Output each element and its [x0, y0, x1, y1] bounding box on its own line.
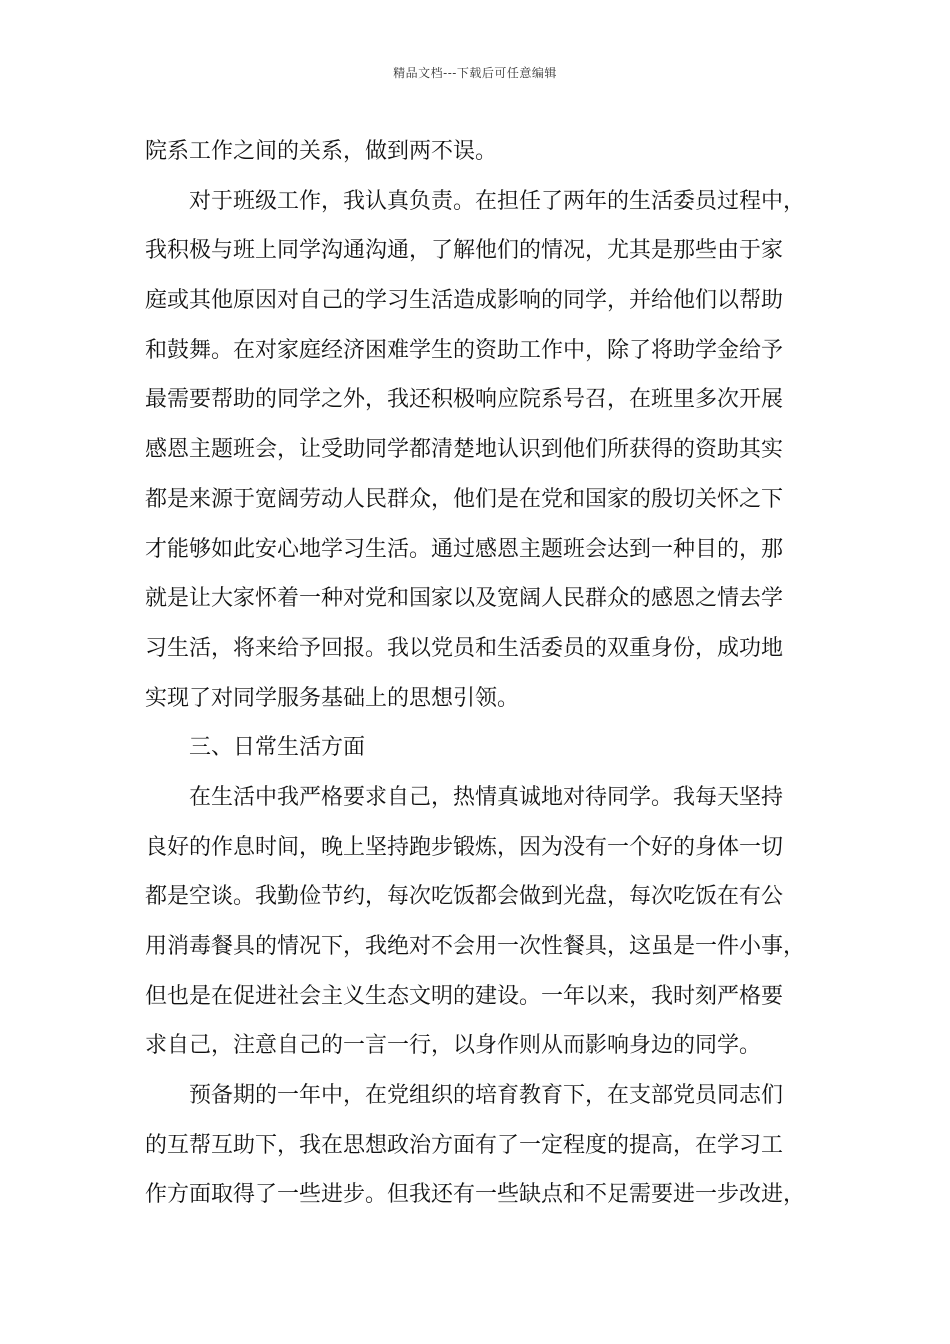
- text-line: 都是空谈。我勤俭节约，每次吃饭都会做到光盘，每次吃饭在有公: [145, 884, 784, 910]
- text-line: 对于班级工作，我认真负责。在担任了两年的生活委员过程中，: [189, 188, 806, 214]
- text-line: 庭或其他原因对自己的学习生活造成影响的同学，并给他们以帮助: [145, 288, 784, 314]
- text-line: 习生活，将来给予回报。我以党员和生活委员的双重身份，成功地: [145, 635, 784, 661]
- document-body: [145, 127, 825, 1220]
- text-line: 就是让大家怀着一种对党和国家以及宽阔人民群众的感恩之情去学: [145, 586, 784, 612]
- text-line: 三、日常生活方面: [189, 735, 366, 761]
- text-line: 在生活中我严格要求自己，热情真诚地对待同学。我每天坚持: [189, 784, 784, 810]
- text-line: 我积极与班上同学沟通沟通，了解他们的情况，尤其是那些由于家: [145, 238, 784, 264]
- text-line: 感恩主题班会，让受助同学都清楚地认识到他们所获得的资助其实: [145, 437, 784, 463]
- text-line: 和鼓舞。在对家庭经济困难学生的资助工作中，除了将助学金给予: [145, 337, 784, 363]
- text-line: 最需要帮助的同学之外，我还积极响应院系号召，在班里多次开展: [145, 387, 784, 413]
- text-line: 良好的作息时间，晚上坚持跑步锻炼，因为没有一个好的身体一切: [145, 834, 784, 860]
- text-line: 院系工作之间的关系，做到两不误。: [145, 139, 498, 164]
- text-line: 但也是在促进社会主义生态文明的建设。一年以来，我时刻严格要: [145, 983, 784, 1009]
- text-line: 求自己，注意自己的一言一行，以身作则从而影响身边的同学。: [145, 1033, 762, 1059]
- text-line: 作方面取得了一些进步。但我还有一些缺点和不足需要进一步改进，: [145, 1182, 806, 1208]
- text-line: 预备期的一年中，在党组织的培育教育下，在支部党员同志们: [189, 1083, 784, 1109]
- text-line: 都是来源于宽阔劳动人民群众，他们是在党和国家的殷切关怀之下: [145, 486, 784, 512]
- page-header: 精品文档---下载后可任意编辑: [393, 66, 557, 80]
- text-line: 用消毒餐具的情况下，我绝对不会用一次性餐具，这虽是一件小事，: [145, 934, 806, 959]
- text-line: 的互帮互助下，我在思想政治方面有了一定程度的提高，在学习工: [145, 1132, 784, 1158]
- text-line: 实现了对同学服务基础上的思想引领。: [145, 685, 520, 711]
- text-line: 才能够如此安心地学习生活。通过感恩主题班会达到一种目的，那: [145, 536, 784, 562]
